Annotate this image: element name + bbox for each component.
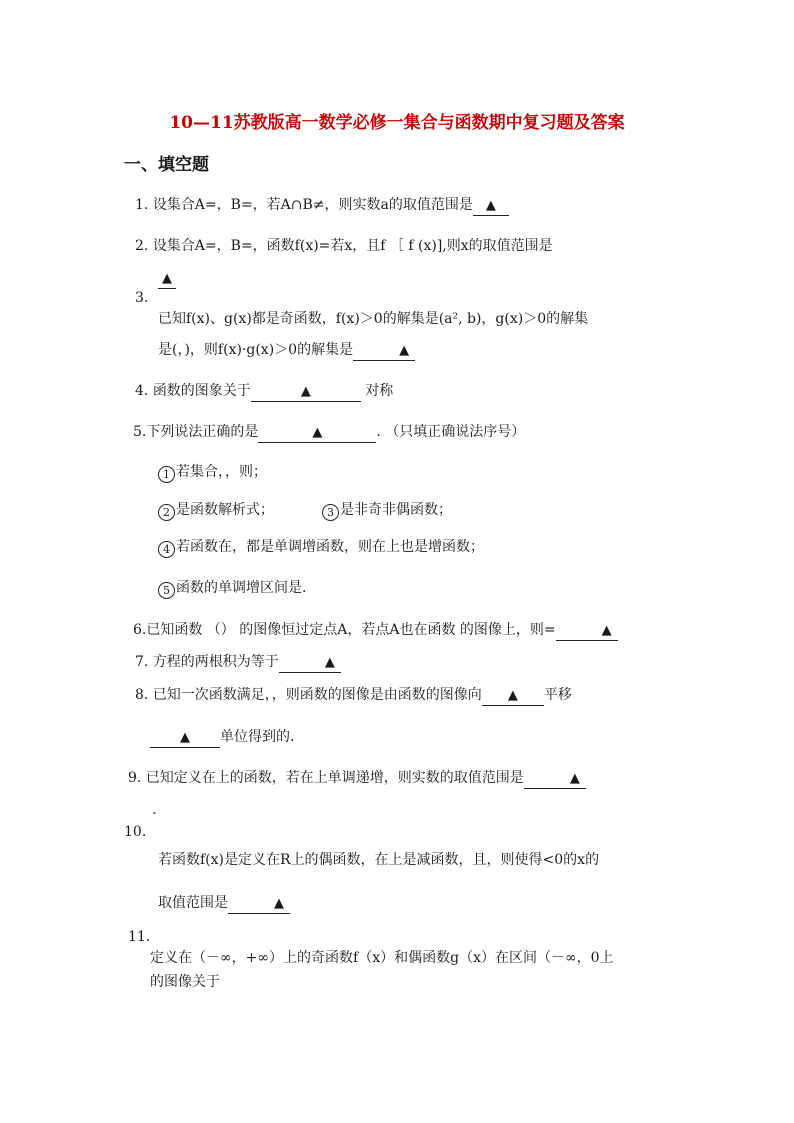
triangle-marker-icon: ▲: [569, 771, 580, 786]
question-11-line-2: 的图像关于: [150, 974, 220, 990]
triangle-marker-icon: ▲: [274, 896, 284, 911]
question-text: 设集合A=，B=，若A∩B≠，则实数a的取值范围是: [152, 197, 473, 213]
answer-blank: [353, 342, 415, 361]
question-number: 11.: [128, 929, 151, 945]
answer-blank: [279, 654, 341, 673]
document-title: 10—11苏教版高一数学必修一集合与函数期中复习题及答案: [169, 113, 625, 133]
answer-blank: [158, 268, 176, 289]
question-number: 3.: [135, 290, 149, 306]
question-text-after: 对称: [365, 383, 394, 399]
triangle-marker-icon: ▲: [300, 384, 311, 399]
question-text: 函数的图象关于: [152, 383, 251, 399]
question-text-after: . （只填正确说法序号）: [376, 424, 526, 440]
question-1: [135, 195, 509, 216]
option-2: 2 是函数解析式；: [158, 500, 274, 521]
question-7: [135, 652, 341, 673]
question-10-line-2: 取值范围是 ▲: [158, 893, 290, 914]
question-number: 10.: [124, 824, 147, 840]
option-3: 3 是非奇非偶函数；: [322, 500, 452, 521]
question-4: [135, 381, 393, 402]
question-number: 7.: [135, 654, 149, 670]
question-number: 1.: [135, 197, 149, 213]
answer-blank: [258, 424, 376, 443]
question-text: 方程的两根积为等于: [152, 654, 279, 670]
answer-blank: [228, 895, 290, 914]
triangle-marker-icon: ▲: [601, 623, 612, 638]
question-text: 已知一次函数满足，，则函数的图像是由函数的图像向: [152, 687, 482, 703]
triangle-marker-icon: ▲: [312, 425, 323, 440]
triangle-marker-icon: ▲: [507, 688, 518, 703]
question-text: 已知定义在上的函数，若在上单调递增，则实数的取值范围是: [145, 770, 524, 786]
question-11-line-1: 定义在（－∞，+∞）上的奇函数f（x）和偶函数g（x）在区间（－∞，0上: [150, 950, 614, 966]
circled-number: 5: [158, 582, 175, 599]
question-6: [133, 620, 618, 641]
option-4: 4 若函数在，都是单调增函数，则在上也是增函数；: [158, 537, 484, 558]
option-5: 5 函数的单调增区间是.: [158, 578, 306, 599]
triangle-marker-icon: ▲: [485, 198, 496, 213]
question-text-mid: 平移: [543, 687, 572, 703]
question-10-line-1: 若函数f(x)是定义在R上的偶函数，在上是减函数，且，则使得<0的x的: [158, 852, 600, 868]
question-number: 5.: [133, 424, 147, 440]
answer-blank: [556, 622, 618, 641]
question-number: 2.: [135, 238, 149, 254]
question-9: [128, 768, 586, 789]
answer-blank: [473, 197, 509, 216]
answer-blank: [150, 729, 220, 748]
triangle-marker-icon: ▲: [399, 343, 410, 358]
question-8-line-2: ▲ 单位得到的.: [150, 727, 294, 748]
question-5: [133, 422, 525, 443]
triangle-marker-icon: ▲: [162, 271, 172, 286]
section-heading: 一、填空题: [124, 155, 209, 175]
question-8: [135, 685, 572, 706]
question-number: 6.: [133, 622, 147, 638]
question-3-line-2: 是(，)，则f(x)·g(x)＞0的解集是 ▲: [158, 340, 415, 361]
question-9-line-2: .: [152, 802, 157, 818]
question-3-line-1: 已知f(x)、g(x)都是奇函数，f(x)＞0的解集是(a², b)，g(x)＞0的解集: [158, 311, 589, 327]
question-text: 下列说法正确的是: [146, 424, 259, 440]
circled-number: 1: [158, 466, 175, 483]
circled-number: 3: [322, 504, 339, 521]
question-2: [135, 236, 553, 256]
question-number: 9.: [128, 770, 142, 786]
triangle-marker-icon: ▲: [180, 730, 190, 745]
circled-number: 2: [158, 504, 175, 521]
question-text: 已知函数 （） 的图像恒过定点A，若点A也在函数 的图像上，则=: [146, 622, 556, 638]
circled-number: 4: [158, 541, 175, 558]
question-text: 设集合A=，B=，函数f(x)=若x，且f ［ f (x)],则x的取值范围是: [152, 238, 553, 254]
option-1: 1 若集合，，则；: [158, 462, 267, 483]
question-number: 8.: [135, 687, 149, 703]
triangle-marker-icon: ▲: [324, 655, 335, 670]
answer-blank: [524, 770, 586, 789]
question-number: 4.: [135, 383, 149, 399]
answer-blank: [251, 383, 361, 402]
answer-blank: [482, 687, 544, 706]
